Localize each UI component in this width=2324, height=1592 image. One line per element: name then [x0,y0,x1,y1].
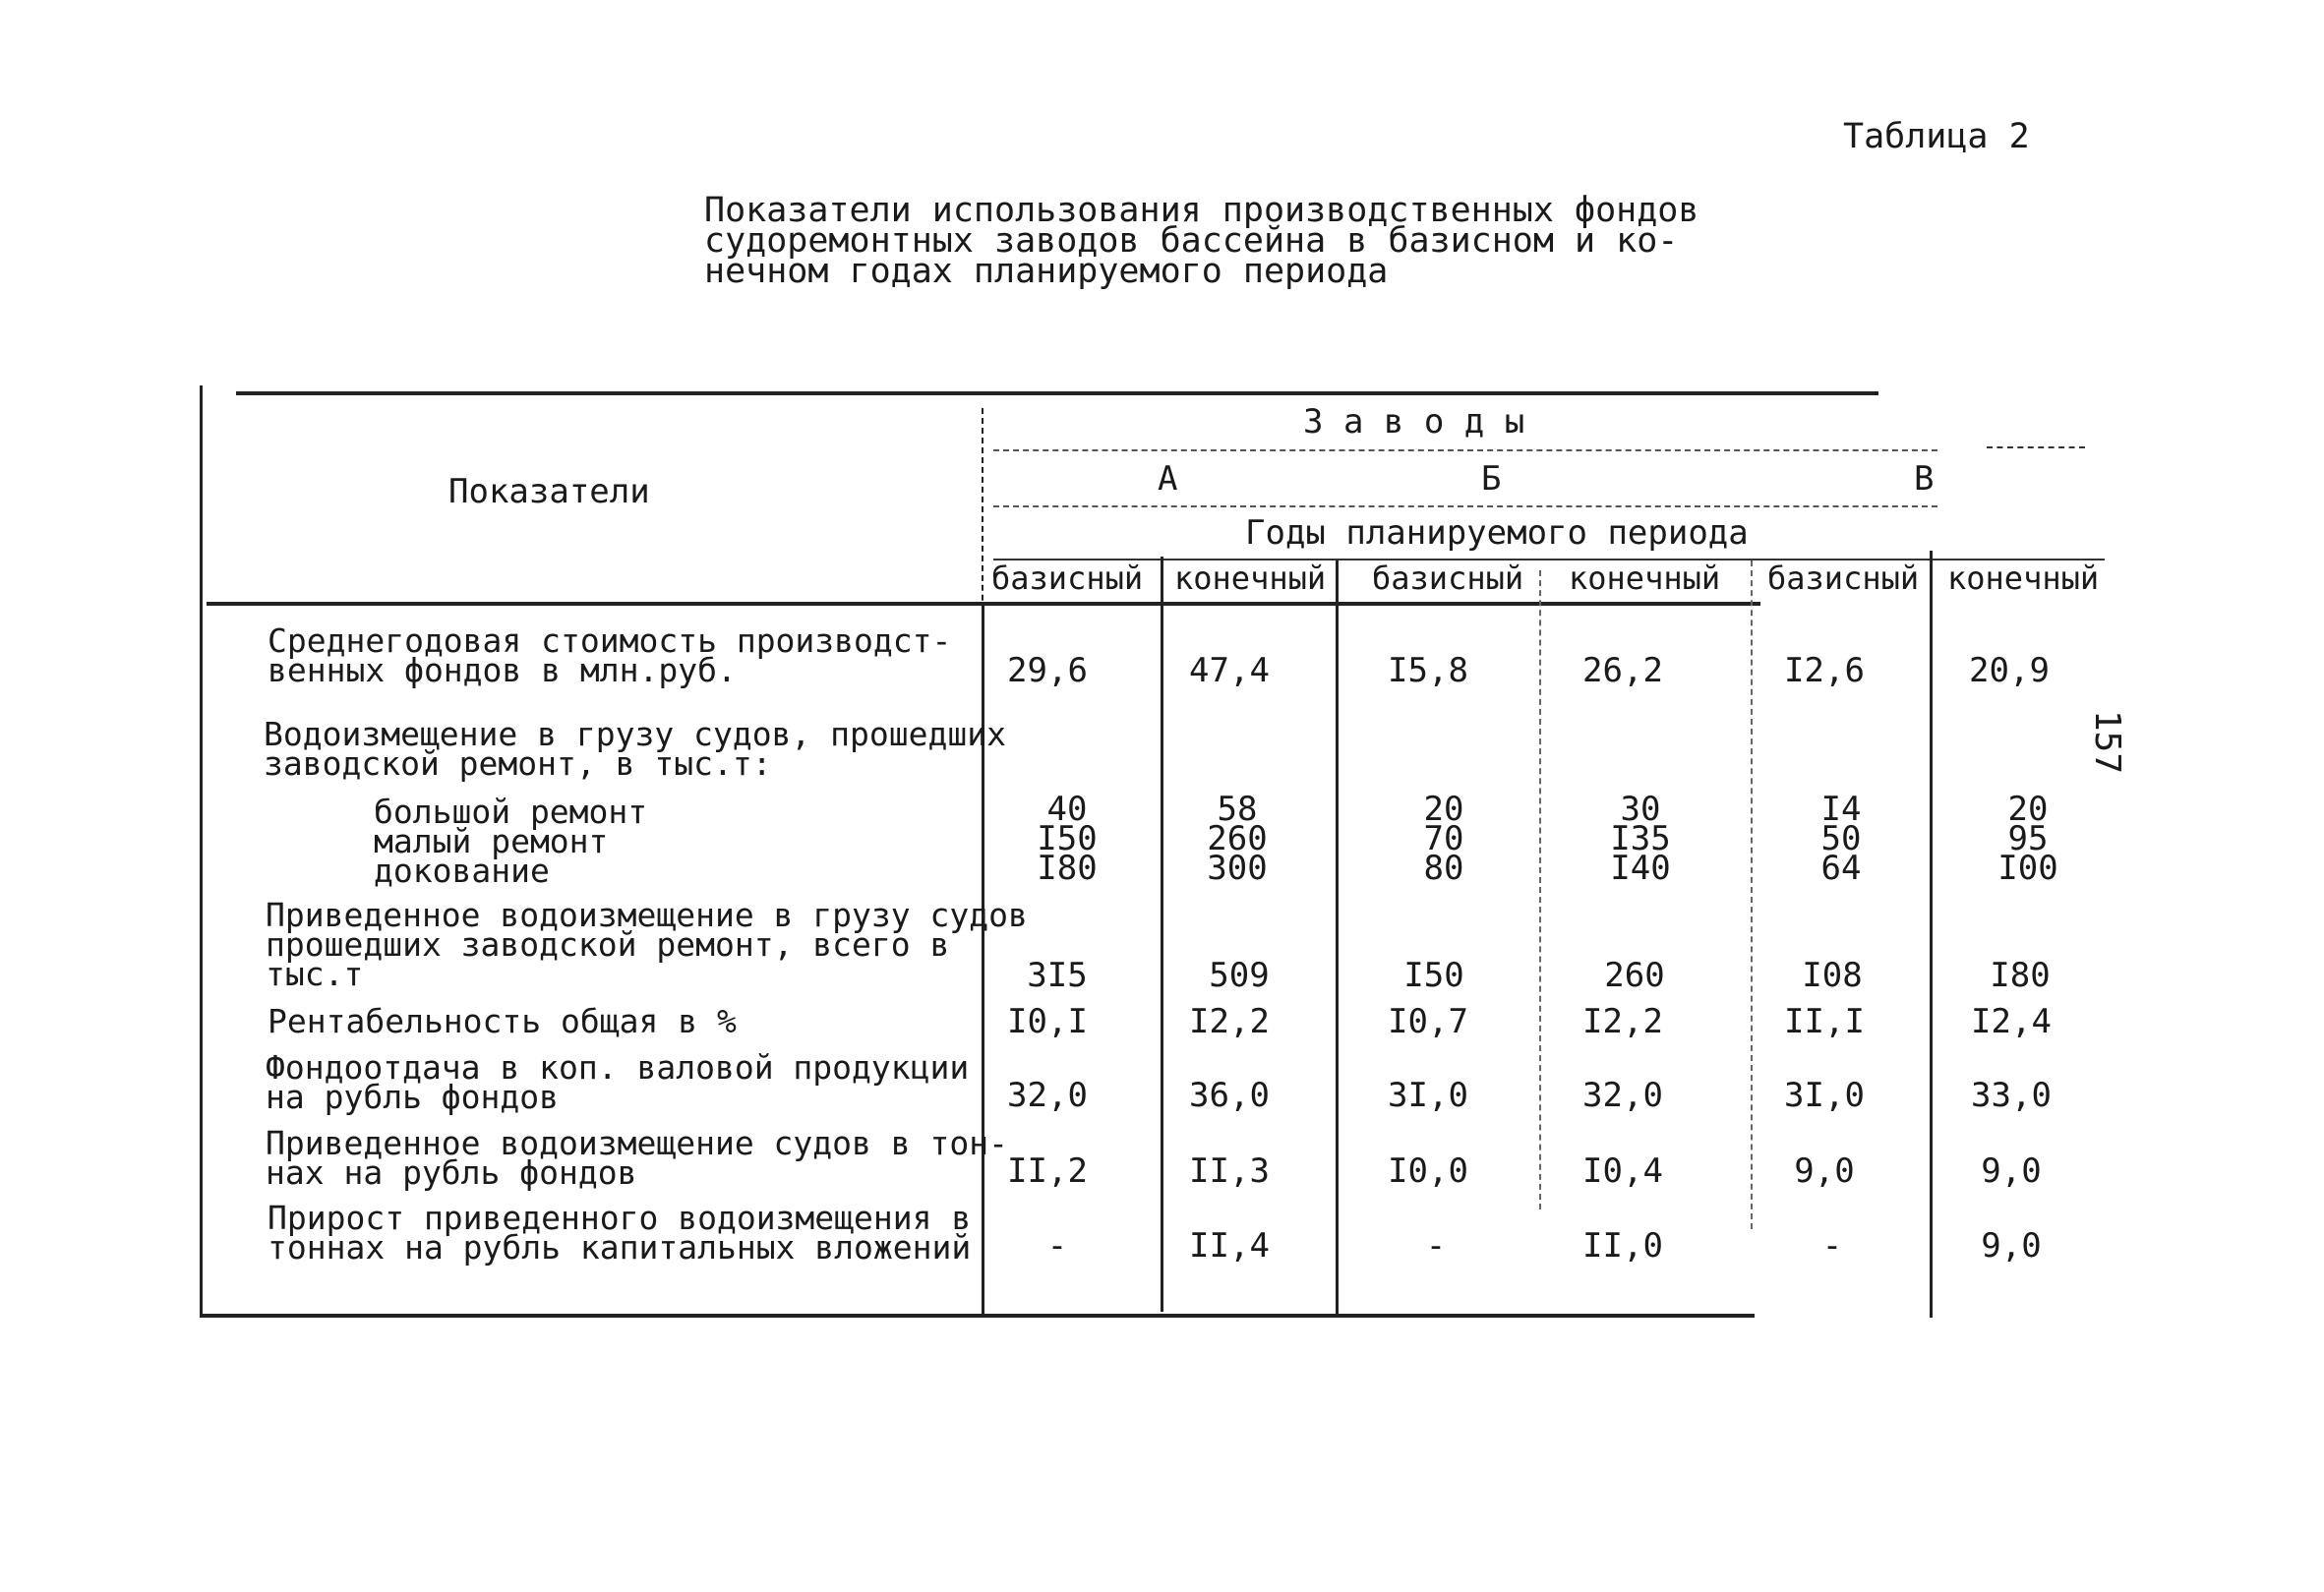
indicator-label: Приведенное водоизмещение судов в тон- нах на рубль фондов [266,1124,1008,1192]
value-cell: I4 50 64 [1820,790,1862,888]
indicator-label: Водоизмещение в грузу судов, прошедших заводской ремонт, в тыс.т: [264,715,1006,783]
table-top-rule-right [1987,446,2085,448]
plant-a-header: А [1158,459,1178,499]
table-bottom-rule [201,1314,1755,1318]
value-cell: 26,2 [1582,651,1663,690]
value-cell: I2,2 [1189,1002,1270,1041]
value-cell: 20 95 I00 [1997,790,2058,888]
value-cell: I2,6 [1784,651,1865,690]
value-cell: I08 [1802,956,1863,995]
value-cell: I0,4 [1582,1151,1663,1191]
value-cell: I0,7 [1388,1002,1468,1041]
value-cell: 3I,0 [1784,1076,1865,1115]
value-cell: 9,0 [1981,1151,2042,1191]
years-header: Годы планируемого периода [1245,513,1749,553]
value-cell: 3I5 [1027,956,1088,995]
value-cell: 30 I35 I40 [1610,790,1671,888]
value-cell: I50 [1403,956,1464,995]
indicator-label: Рентабельность общая в % [268,1002,737,1040]
col-header-a-final: конечный [1174,560,1327,597]
indicator-label: Среднегодовая стоимость производст- венных фондов в млн.руб. [268,621,952,689]
col-header-b-final: конечный [1569,560,1721,597]
value-cell: 40 I50 I80 [1037,790,1098,888]
value-cell: II,2 [1007,1151,1088,1191]
value-cell: 3I,0 [1388,1076,1468,1115]
col-header-a-base: базисный [991,560,1144,597]
value-cell: - [1425,1226,1447,1266]
value-cell: 47,4 [1189,651,1270,690]
value-cell: 33,0 [1971,1076,2052,1115]
value-cell: 58 260 300 [1207,790,1268,888]
indicators-header: Показатели [448,472,650,511]
value-cell: 32,0 [1007,1076,1088,1115]
title-line: судоремонтных заводов бассейна в базисном и ко- [704,221,1679,261]
indicator-label: большой ремонт малый ремонт докование [374,793,648,890]
value-cell: 20,9 [1969,651,2050,690]
plant-names-rule [993,505,1937,507]
plants-header: З а в о д ы [1303,402,1525,442]
table-left-border [200,385,203,1318]
table-number: Таблица 2 [1843,117,2030,156]
plants-rule [993,449,1937,451]
col-header-c-base: базисный [1767,560,1920,597]
value-cell: 509 [1209,956,1270,995]
value-cell: 36,0 [1189,1076,1270,1115]
value-cell: II,I [1784,1002,1865,1041]
table-title [704,191,1699,291]
plant-b-header: Б [1481,459,1502,499]
title-line: нечном годах планируемого периода [704,252,1389,291]
value-cell: I80 [1990,956,2051,995]
indicator-label: Приведенное водоизмещение в грузу судов прошедших заводской ремонт, всего в тыс.т [266,896,1028,993]
table-top-rule [236,391,1878,395]
col-divider-ab [1336,560,1339,1318]
value-cell: - [1821,1226,1843,1266]
value-cell: I0,0 [1388,1151,1468,1191]
value-cell: II,4 [1189,1226,1270,1266]
value-cell: - [1046,1226,1068,1266]
col-header-b-base: базисный [1372,560,1524,597]
page-number: 157 [2087,710,2127,775]
value-cell: 9,0 [1794,1151,1855,1191]
title-line: Показатели использования производственных фондов [704,191,1699,230]
value-cell: I2,2 [1582,1002,1663,1041]
plant-v-header: В [1914,459,1935,499]
col-header-c-final: конечный [1947,560,2100,597]
indicator-label: Фондоотдача в коп. валовой продукции на рубль фондов [266,1048,970,1116]
value-cell: II,0 [1582,1226,1663,1266]
value-cell: 29,6 [1007,651,1088,690]
value-cell: I2,4 [1971,1002,2052,1041]
value-cell: 260 [1604,956,1665,995]
value-cell: I0,I [1007,1002,1088,1041]
value-cell: II,3 [1189,1151,1270,1191]
value-cell: 32,0 [1582,1076,1663,1115]
value-cell: 9,0 [1981,1226,2042,1266]
col-divider-b [1539,570,1541,1209]
indicator-label: Прирост приведенного водоизмещения в тоннах на рубль капитальных вложений [268,1199,972,1267]
value-cell: I5,8 [1388,651,1468,690]
value-cell: 20 70 80 [1423,790,1464,888]
